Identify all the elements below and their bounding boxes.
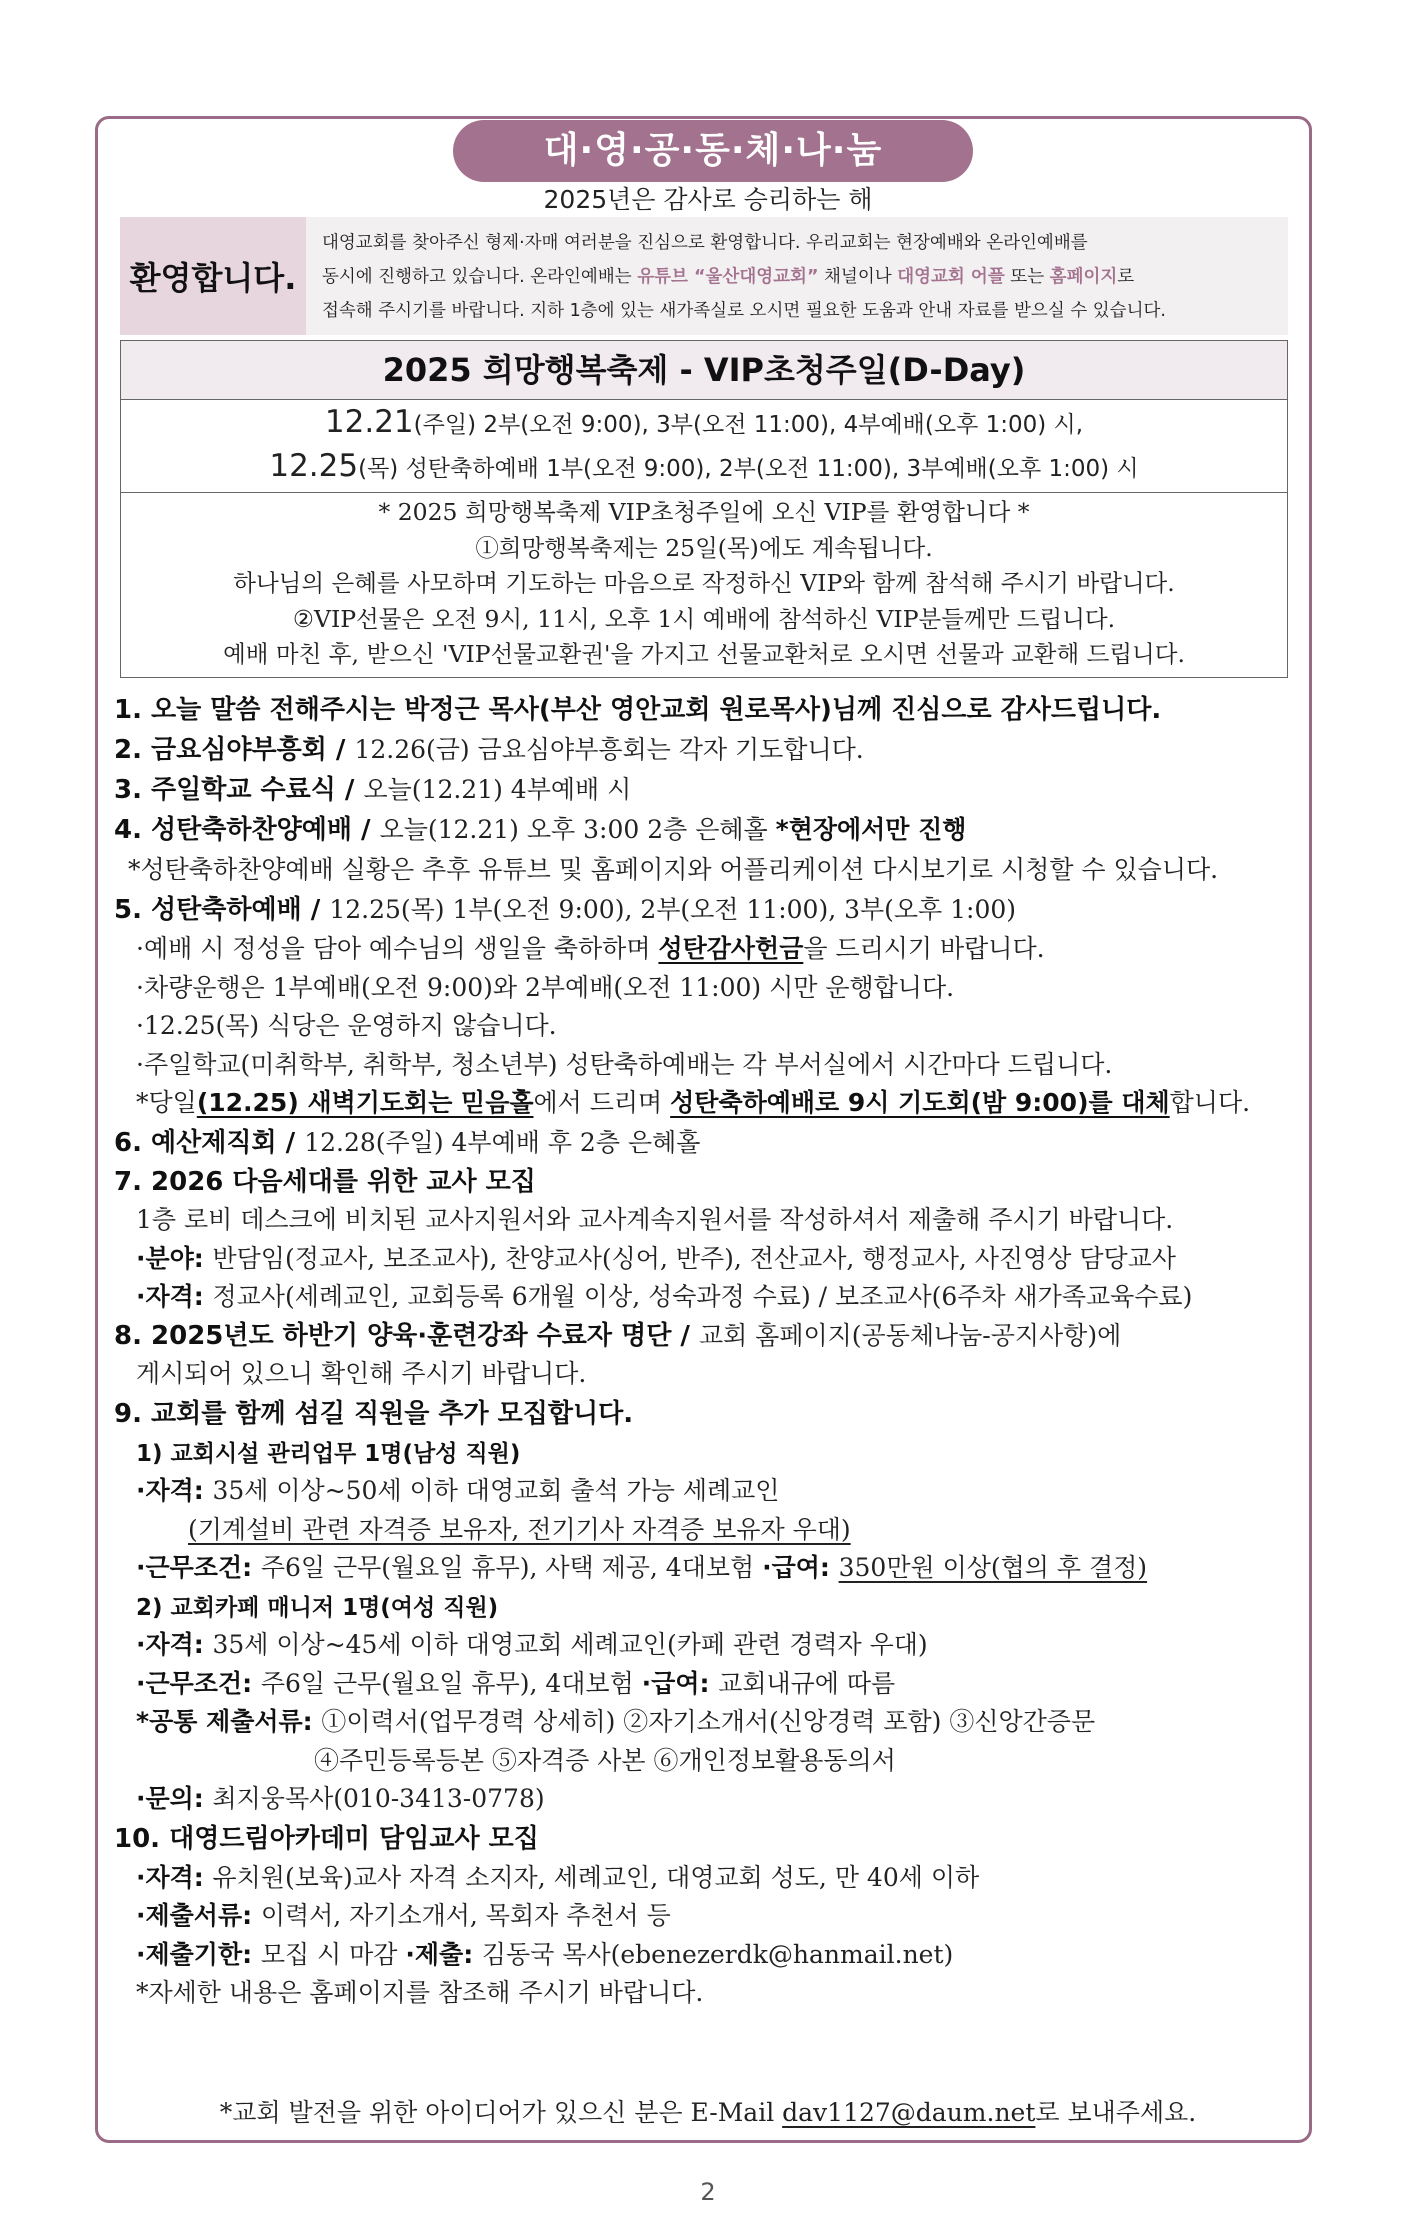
welcome-line: 동시에 진행하고 있습니다. 온라인예배는 유튜브 “울산대영교회” 채널이나 대영교회 어플 또는 홈페이지로 (322, 267, 1135, 287)
year-motto: 2025년은 감사로 승리하는 해 (543, 185, 873, 214)
item-8: 8. 2025년도 하반기 양육·훈련강좌 수료자 명단 / 교회 홈페이지(공동체나눔-공지사항)에 (114, 1320, 1122, 1351)
item-4-note: *성탄축하찬양예배 실황은 추후 유튜브 및 홈페이지와 어플리케이션 다시보기로 시청할 수 있습니다. (128, 855, 1219, 884)
item-5-line: *당일(12.25) 새벽기도회는 믿음홀에서 드리며 성탄축하예배로 9시 기도회(밤 9:00)를 대체합니다. (136, 1088, 1251, 1117)
vip-note: ①희망행복축제는 25일(목)에도 계속됩니다. (475, 533, 933, 562)
item-9-line: *공통 제출서류: ①이력서(업무경력 상세히) ②자기소개서(신앙경력 포함) ③신앙간증문 (136, 1707, 1096, 1736)
item-9-sub: 1) 교회시설 관리업무 1명(남성 직원) (136, 1440, 521, 1467)
item-10-line: ·제출기한: 모집 시 마감 ·제출: 김동국 목사(ebenezerdk@hanmail.net) (136, 1939, 954, 1969)
item-9-line: ·자격: 35세 이상~45세 이하 대영교회 세례교인(카페 관련 경력자 우대) (136, 1630, 928, 1659)
page-number: 2 (700, 2178, 716, 2206)
vip-note: 하나님의 은혜를 사모하며 기도하는 마음으로 작정하신 VIP와 함께 참석해 주시기 바랍니다. (233, 569, 1175, 597)
item-9-line: ④주민등록등본 ⑤자격증 사본 ⑥개인정보활용동의서 (314, 1745, 896, 1775)
item-7-line: ·자격: 정교사(세례교인, 교회등록 6개월 이상, 성숙과정 수료) / 보조교사(6주차 새가족교육수료) (136, 1282, 1193, 1311)
item-4: 4. 성탄축하찬양예배 / 오늘(12.21) 오후 3:00 2층 은혜홀 *현장에서만 진행 (114, 815, 967, 845)
vip-note: 예배 마친 후, 받으신 'VIP선물교환권'을 가지고 선물교환처로 오시면 선물과 교환해 드립니다. (223, 640, 1185, 668)
item-9-line: ·근무조건: 주6일 근무(월요일 휴무), 4대보험 ·급여: 교회내규에 따름 (136, 1668, 896, 1698)
item-2: 2. 금요심야부흥회 / 12.26(금) 금요심야부흥회는 각자 기도합니다. (114, 735, 864, 765)
vip-title: 2025 희망행복축제 - VIP초청주일(D-Day) (121, 341, 1287, 400)
vip-date-line: 12.25(목) 성탄축하예배 1부(오전 9:00), 2부(오전 11:00), 3부예배(오후 1:00) 시 (269, 448, 1139, 484)
homepage: 홈페이지 (1049, 267, 1118, 287)
item-7-line: ·분야: 반담임(정교사, 보조교사), 찬양교사(싱어, 반주), 전산교사, 행정교사, 사진영상 담당교사 (136, 1243, 1176, 1273)
welcome-box (120, 217, 1288, 335)
item-10-line: ·자격: 유치원(보육)교사 자격 소지자, 세례교인, 대영교회 성도, 만 40세 이하 (136, 1862, 980, 1892)
announcement-list (114, 690, 1294, 2013)
item-3: 3. 주일학교 수료식 / 오늘(12.21) 4부예배 시 (114, 775, 632, 805)
welcome-line: 대영교회를 찾아주신 형제·자매 여러분을 진심으로 환영합니다. 우리교회는 현장예배와 온라인예배를 (322, 233, 1088, 253)
item-10-line: ·제출서류: 이력서, 자기소개서, 목회자 추천서 등 (136, 1901, 671, 1930)
footer-note: *교회 발전을 위한 아이디어가 있으신 분은 E-Mail dav1127@daum.net로 보내주세요. (219, 2098, 1197, 2127)
welcome-label: 환영합니다. (120, 217, 306, 335)
welcome-line: 접속해 주시기를 바랍니다. 지하 1층에 있는 새가족실로 오시면 필요한 도움과 안내 자료를 받으실 수 있습니다. (322, 301, 1166, 321)
item-6: 6. 예산제직회 / 12.28(주일) 4부예배 후 2층 은혜홀 (114, 1127, 701, 1158)
item-7: 7. 2026 다음세대를 위한 교사 모집 (114, 1166, 536, 1197)
vip-dates (121, 400, 1287, 493)
item-9: 9. 교회를 함께 섬길 직원을 추가 모집합니다. (114, 1398, 634, 1429)
welcome-text (306, 217, 1288, 335)
item-7-line: 1층 로비 데스크에 비치된 교사지원서와 교사계속지원서를 작성하셔서 제출해 주시기 바랍니다. (136, 1205, 1174, 1234)
item-9-sub: 2) 교회카페 매니저 1명(여성 직원) (136, 1594, 499, 1621)
item-1: 1. 오늘 말씀 전해주시는 박정근 목사(부산 영안교회 원로목사)님께 진심으로 감사드립니다. (114, 695, 1162, 725)
item-10: 10. 대영드림아카데미 담임교사 모집 (114, 1823, 539, 1854)
vip-box (120, 340, 1288, 678)
item-5-line: ·12.25(목) 식당은 운영하지 않습니다. (136, 1011, 557, 1040)
item-5: 5. 성탄축하예배 / 12.25(목) 1부(오전 9:00), 2부(오전 11:00), 3부(오후 1:00) (114, 895, 1017, 925)
item-9-line: (기계설비 관련 자격증 보유자, 전기기사 자격증 보유자 우대) (188, 1514, 851, 1544)
email-link[interactable]: dav1127@daum.net (782, 2098, 1036, 2127)
church-app: 대영교회 어플 (897, 267, 1005, 287)
item-5-line: ·주일학교(미취학부, 취학부, 청소년부) 성탄축하예배는 각 부서실에서 시간마다 드립니다. (136, 1049, 1113, 1079)
vip-notes (121, 493, 1287, 673)
item-10-line: *자세한 내용은 홈페이지를 참조해 주시기 바랍니다. (136, 1978, 704, 2007)
item-8-line: 게시되어 있으니 확인해 주시기 바랍니다. (136, 1359, 587, 1388)
youtube-channel: 유튜브 “울산대영교회” (637, 267, 819, 287)
item-9-line: ·자격: 35세 이상~50세 이하 대영교회 출석 가능 세례교인 (136, 1476, 780, 1505)
item-5-line: ·예배 시 정성을 담아 예수님의 생일을 축하하며 성탄감사헌금을 드리시기 바랍니다. (136, 934, 1045, 963)
item-5-line: ·차량운행은 1부예배(오전 9:00)와 2부예배(오전 11:00) 시만 운행합니다. (136, 972, 955, 1002)
vip-date-line: 12.21(주일) 2부(오전 9:00), 3부(오전 11:00), 4부예배(오후 1:00) 시, (324, 404, 1084, 440)
item-9-line: ·문의: 최지웅목사(010-3413-0778) (136, 1784, 545, 1813)
section-title: 대·영·공·동·체·나·눔 (453, 120, 973, 182)
vip-note: ②VIP선물은 오전 9시, 11시, 오후 1시 예배에 참석하신 VIP분들께만 드립니다. (292, 604, 1116, 633)
vip-note: * 2025 희망행복축제 VIP초청주일에 오신 VIP를 환영합니다 * (378, 498, 1030, 526)
item-9-line: ·근무조건: 주6일 근무(월요일 휴무), 사택 제공, 4대보험 ·급여: 350만원 이상(협의 후 결정) (136, 1553, 1148, 1582)
